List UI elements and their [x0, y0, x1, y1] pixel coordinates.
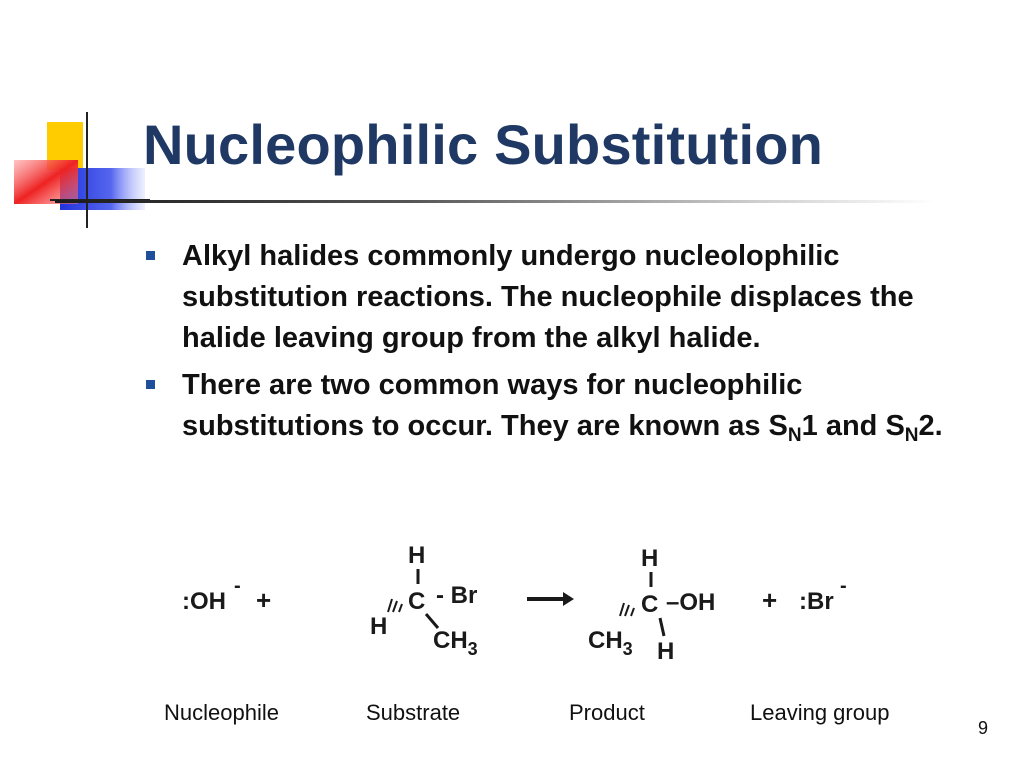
product-carbon: C: [641, 591, 659, 618]
bullet-text-part: There are two common ways for nucleophilic substitutions to occur. They are known as S: [182, 369, 803, 442]
reaction-arrow-icon: [527, 592, 574, 606]
red-square: [14, 160, 78, 204]
reaction-scheme: [0, 530, 1024, 680]
slide-title: Nucleophilic Substitution: [143, 113, 824, 176]
hashed-wedge-bond: [388, 599, 402, 612]
bullet-text: [182, 365, 983, 456]
label-leaving-group: Leaving group: [750, 700, 890, 725]
label-product: Product: [569, 700, 645, 725]
nucleophile-formula: :OH: [182, 588, 226, 615]
product-h-bottom: H: [657, 638, 675, 665]
subscript: N: [787, 425, 802, 446]
bullet-item: [143, 236, 983, 359]
subscript: N: [904, 425, 919, 446]
reaction-labels: [0, 700, 1024, 730]
page-number: 9: [978, 718, 989, 738]
square-bullet-icon: [146, 380, 155, 389]
nucleophile-charge: -: [234, 575, 241, 597]
substrate-h-left: H: [370, 613, 388, 640]
product-hydroxyl: –OH: [666, 589, 716, 616]
substrate-bromine: - Br: [436, 582, 478, 609]
plus-sign: +: [256, 585, 272, 615]
plus-sign: +: [762, 585, 778, 615]
bullet-item: [143, 365, 983, 456]
label-nucleophile: Nucleophile: [164, 700, 279, 725]
title-divider: [55, 200, 935, 203]
substrate-methyl: $CH_3$: [433, 627, 478, 659]
leaving-group-formula: :Br: [799, 588, 834, 615]
bullet-text: Alkyl halides commonly undergo nucleolophilic substitution reactions. The nucleophile displaces the halide leaving group from the alkyl halide.: [182, 240, 914, 354]
hashed-wedge-bond: [620, 603, 634, 616]
substrate-h-top: H: [408, 542, 426, 569]
label-substrate: Substrate: [366, 700, 461, 725]
bullet-text-part: 1 and S: [801, 410, 905, 442]
square-bullet-icon: [146, 251, 155, 260]
product-methyl: $CH_3$: [588, 627, 633, 659]
leaving-group-charge: -: [840, 575, 847, 597]
bullet-list: [143, 236, 983, 462]
substrate-carbon: C: [408, 588, 426, 615]
product-h-top: H: [641, 545, 659, 572]
bullet-text-part: 2.: [918, 410, 943, 442]
